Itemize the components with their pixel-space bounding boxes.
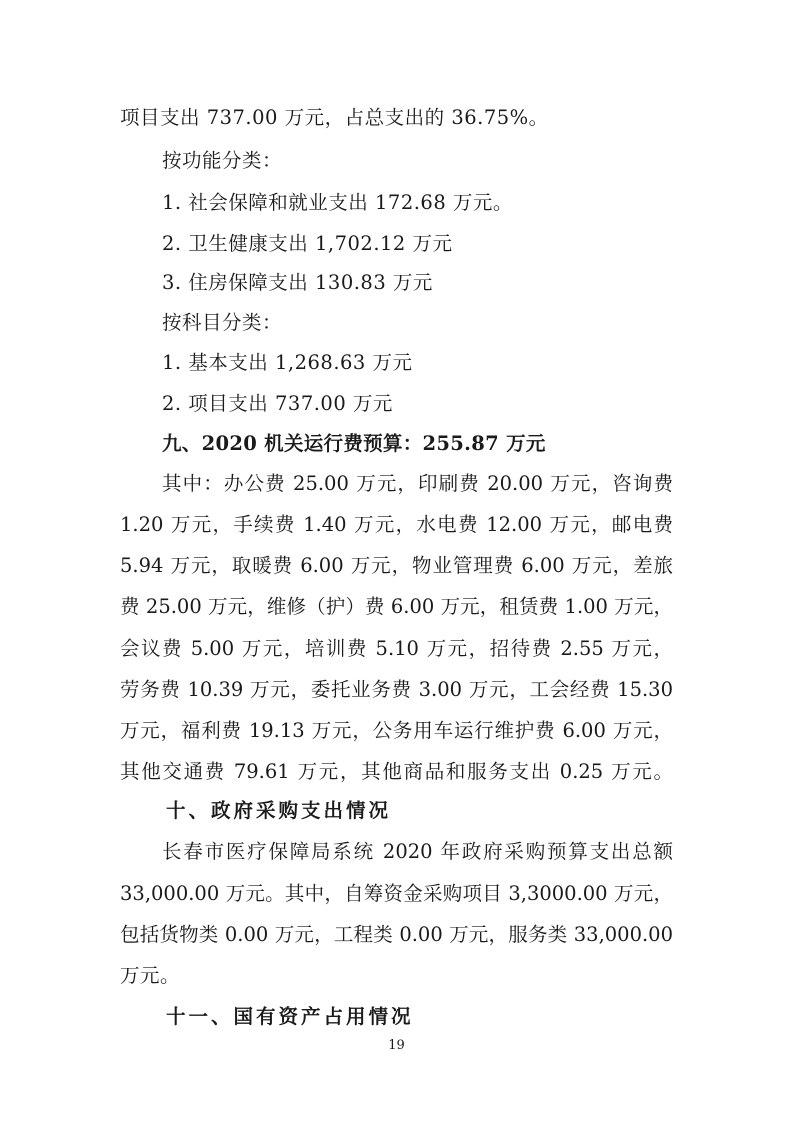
- section-heading-11: 十一、国有资产占用情况: [166, 1005, 414, 1028]
- list-item: 1. 社会保障和就业支出 172.68 万元。: [162, 191, 513, 214]
- paragraph-line: 万元，福利费 19.13 万元，公务用车运行维护费 6.00 万元，: [120, 719, 673, 742]
- section-heading-9: 九、2020 机关运行费预算：255.87 万元: [162, 432, 546, 455]
- list-item: 3. 住房保障支出 130.83 万元: [162, 271, 433, 294]
- page-number: 19: [388, 1038, 405, 1053]
- paragraph-line: 1.20 万元，手续费 1.40 万元，水电费 12.00 万元，邮电费: [120, 513, 673, 536]
- paragraph-line: 费 25.00 万元，维修（护）费 6.00 万元，租赁费 1.00 万元，: [120, 595, 673, 618]
- section-label-by-function: 按功能分类：: [162, 149, 283, 172]
- paragraph-line: 其中：办公费 25.00 万元，印刷费 20.00 万元，咨询费: [162, 472, 673, 495]
- paragraph-line: 会议费 5.00 万元，培训费 5.10 万元，招待费 2.55 万元，: [120, 637, 673, 660]
- paragraph-line: 万元。: [120, 964, 181, 987]
- paragraph-line: 5.94 万元，取暖费 6.00 万元，物业管理费 6.00 万元，差旅: [120, 554, 673, 577]
- paragraph-line: 其他交通费 79.61 万元，其他商品和服务支出 0.25 万元。: [120, 760, 673, 783]
- section-heading-10: 十、政府采购支出情况: [166, 799, 392, 822]
- paragraph-line: 包括货物类 0.00 万元，工程类 0.00 万元，服务类 33,000.00: [120, 923, 673, 946]
- paragraph-line: 33,000.00 万元。其中，自筹资金采购项目 3,3000.00 万元，: [120, 882, 673, 905]
- paragraph-line: 劳务费 10.39 万元，委托业务费 3.00 万元，工会经费 15.30: [120, 678, 673, 701]
- list-item: 2. 卫生健康支出 1,702.12 万元: [162, 232, 453, 255]
- section-label-by-subject: 按科目分类：: [162, 311, 283, 334]
- paragraph-line: 长春市医疗保障局系统 2020 年政府采购预算支出总额: [162, 840, 673, 863]
- paragraph-line: 项目支出 737.00 万元，占总支出的 36.75%。: [120, 106, 549, 129]
- list-item: 1. 基本支出 1,268.63 万元: [162, 351, 413, 374]
- list-item: 2. 项目支出 737.00 万元: [162, 392, 393, 415]
